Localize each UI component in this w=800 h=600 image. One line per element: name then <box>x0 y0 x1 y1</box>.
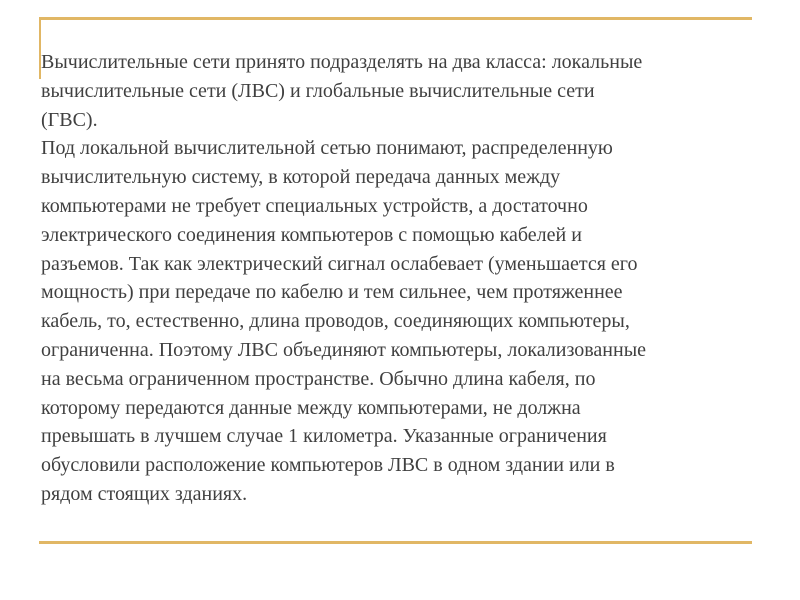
text-line: разъемов. Так как электрический сигнал ослабевает (уменьшается его <box>41 252 638 275</box>
text-line: (ГВС). <box>41 108 98 131</box>
text-line: мощность) при передаче по кабелю и тем сильнее, чем протяженнее <box>41 281 623 304</box>
text-line: Вычислительные сети принято подразделять на два класса: локальные <box>41 51 643 73</box>
text-line: электрического соединения компьютеров с помощью кабелей и <box>41 223 582 246</box>
text-line: на весьма ограниченном пространстве. Обычно длина кабеля, по <box>41 367 596 390</box>
slide-body <box>41 48 786 509</box>
text-line: превышать в лучшем случае 1 километра. Указанные ограничения <box>41 425 607 448</box>
text-line: вычислительные сети (ЛВС) и глобальные вычислительные сети <box>41 79 595 102</box>
paragraph-lan-definition <box>41 134 786 508</box>
text-line: вычислительную систему, в которой передача данных между <box>41 166 561 189</box>
text-line: ограниченна. Поэтому ЛВС объединяют компьютеры, локализованные <box>41 338 647 361</box>
text-line: рядом стоящих зданиях. <box>41 482 248 505</box>
paragraph-network-classes <box>41 48 786 134</box>
text-line: которому передаются данные между компьютерами, не должна <box>41 396 581 419</box>
text-line: обусловили расположение компьютеров ЛВС в одном здании или в <box>41 454 615 477</box>
bottom-accent-line <box>39 541 752 544</box>
text-line: кабель, то, естественно, длина проводов, соединяющих компьютеры, <box>41 310 630 333</box>
top-accent-line <box>39 17 752 20</box>
text-line: компьютерами не требует специальных устройств, а достаточно <box>41 194 588 217</box>
text-line: Под локальной вычислительной сетью понимают, распределенную <box>41 137 613 160</box>
